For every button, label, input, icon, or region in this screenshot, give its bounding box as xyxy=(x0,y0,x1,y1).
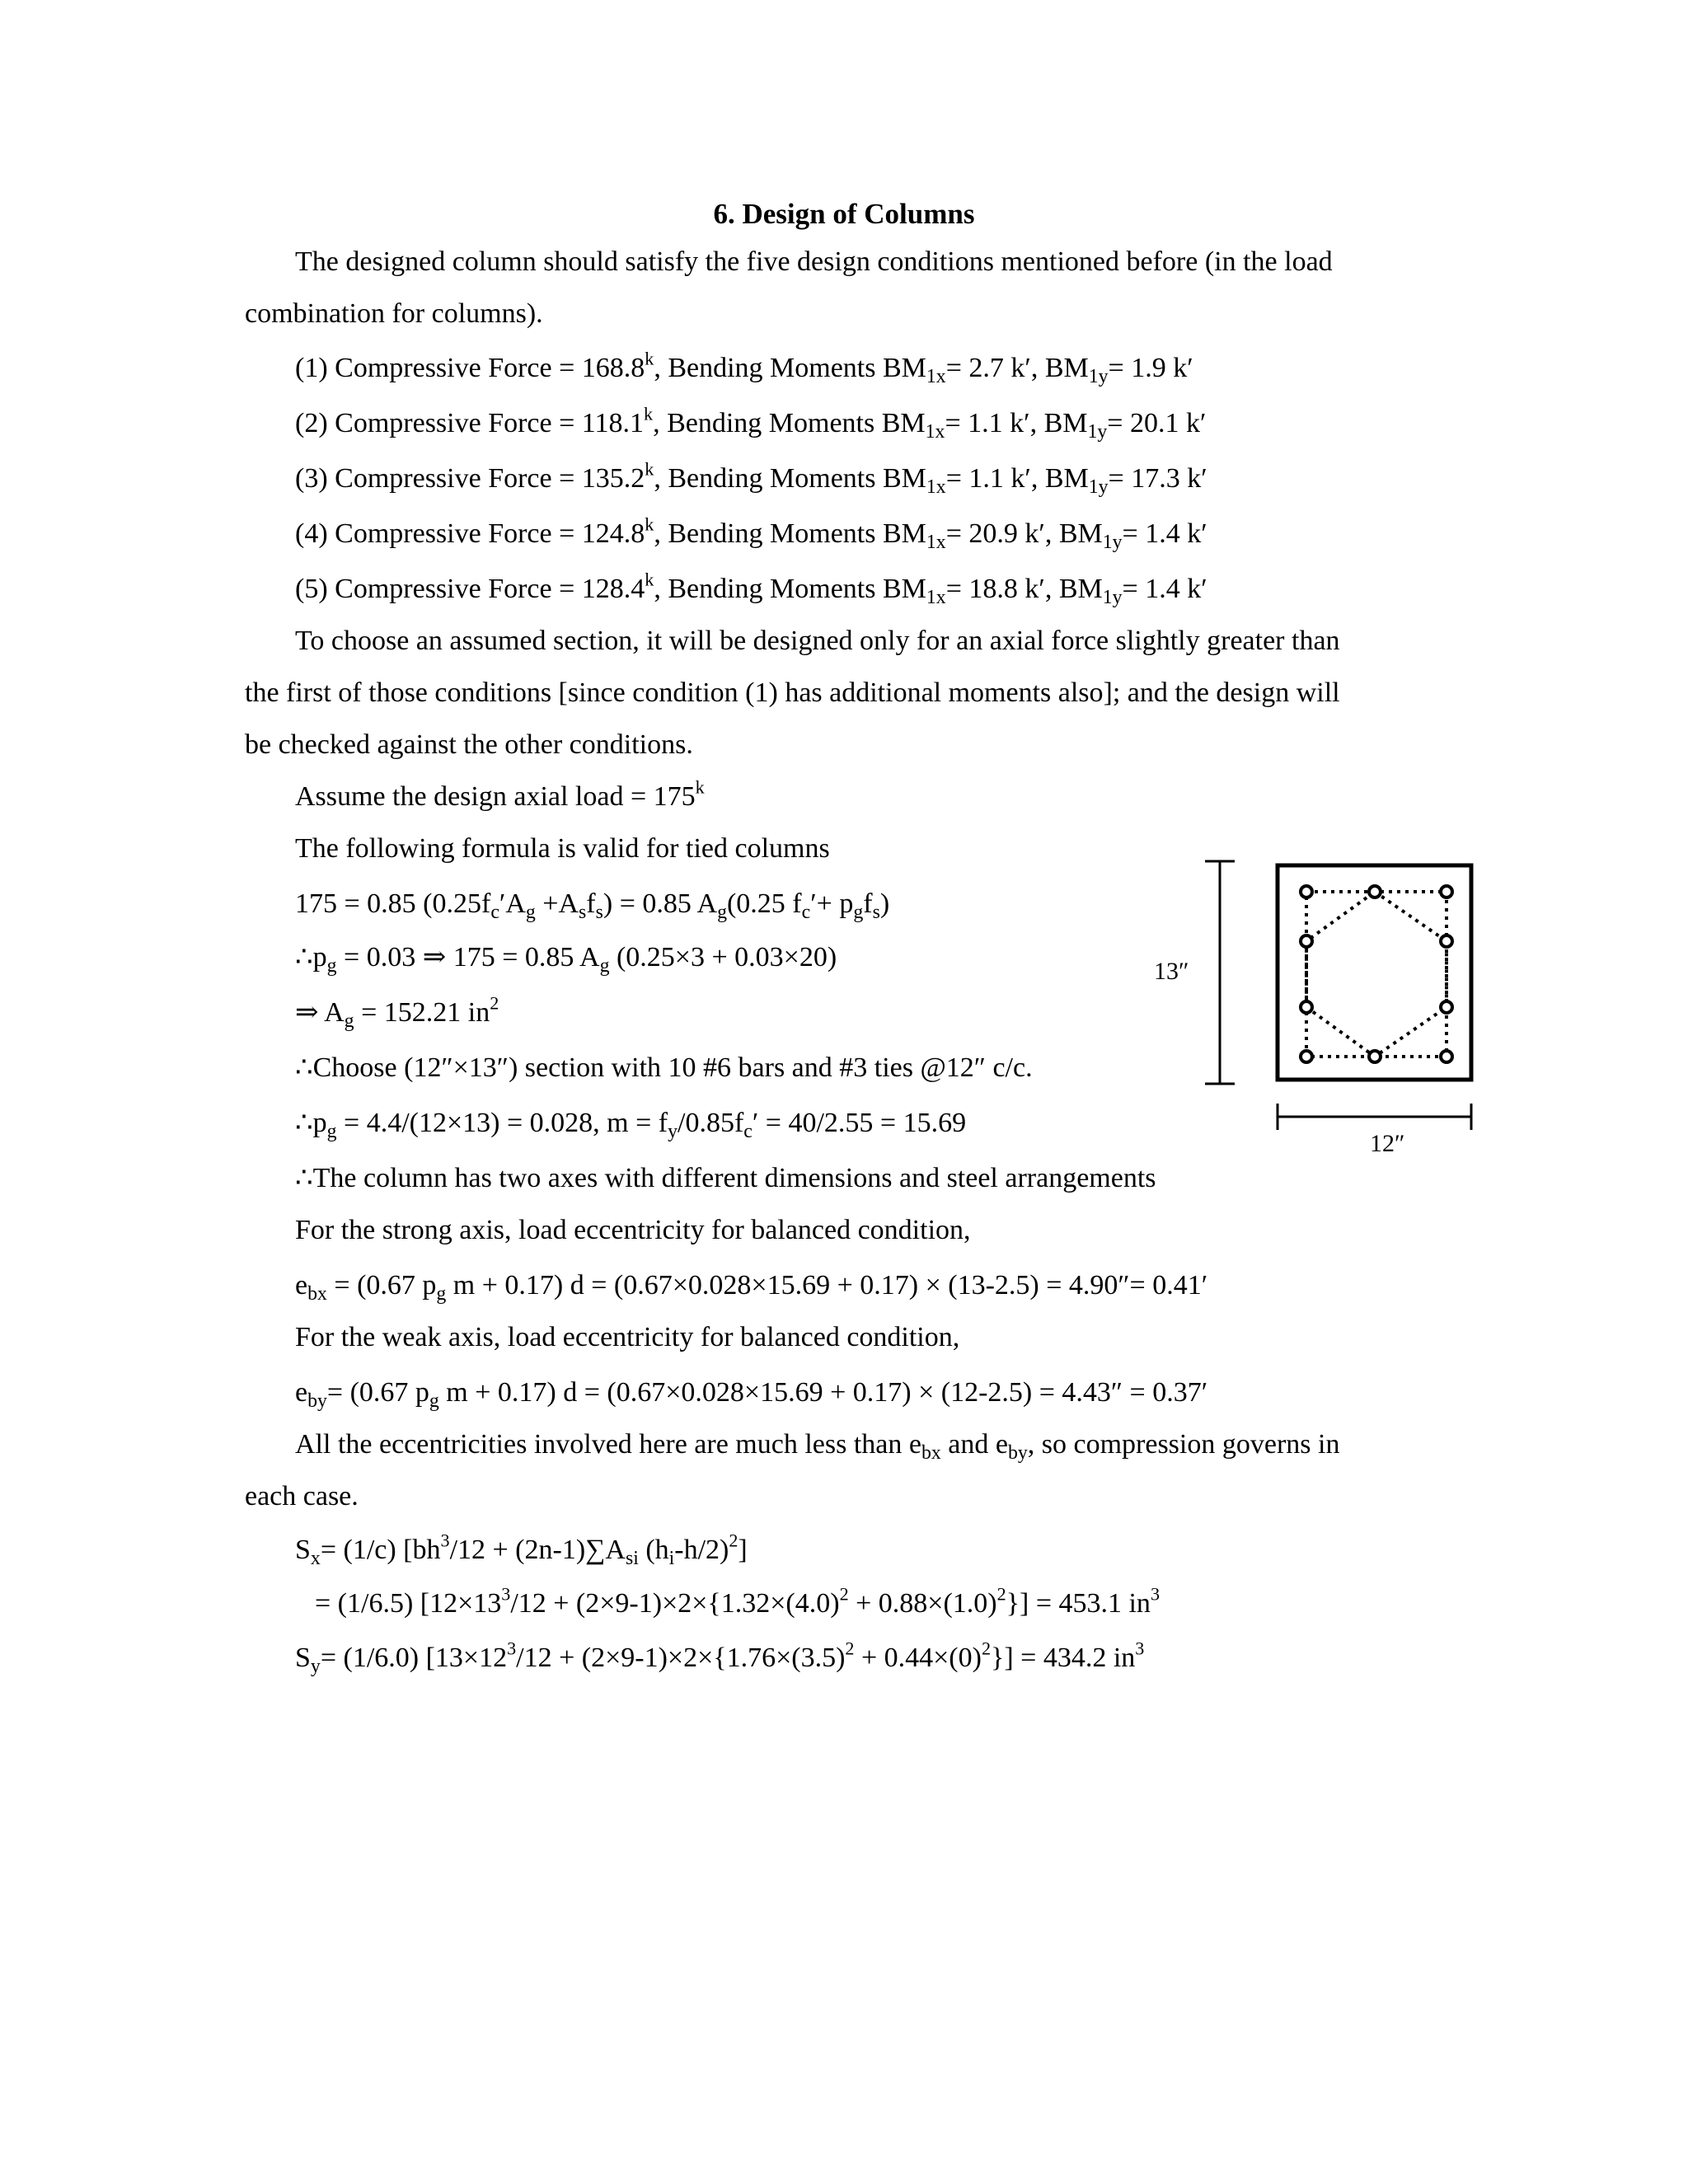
column-section-drawing xyxy=(1154,853,1500,1166)
equation-ag: ⇒ $A_g = 152.21$ $in^2$ xyxy=(295,992,499,1033)
assume-load: Assume the design axial load = $175^k$ xyxy=(295,776,705,812)
compression-governs-line-2: each case. xyxy=(245,1481,359,1511)
para2-line-3: be checked against the other conditions. xyxy=(245,729,693,760)
weak-axis-intro: For the weak axis, load eccentricity for balanced condition, xyxy=(295,1322,960,1352)
compression-governs: All the eccentricities involved here are much less than $e_{bx}$ and $e_{by}$, so compression governs in xyxy=(295,1429,1340,1465)
condition-2: (2) Compressive Force = $118.1^k$, Bending Moments $BM_{1x}= 1.1$ k′, $BM_{1y}= 20.1$ k′ xyxy=(295,403,1207,443)
height-dimension xyxy=(1205,861,1235,1084)
strong-axis-intro: For the strong axis, load eccentricity for balanced condition, xyxy=(295,1215,971,1245)
condition-5: (5) Compressive Force = $128.4^k$, Bending Moments $BM_{1x}= 18.8$ k′, $BM_{1y}= 1.4$ k′ xyxy=(295,569,1207,609)
condition-3: (3) Compressive Force = $135.2^k$, Bending Moments $BM_{1x}= 1.1$ k′, $BM_{1y}= 17.3$ k′ xyxy=(295,458,1207,499)
intro-line-1: The designed column should satisfy the five design conditions mentioned before (in the load xyxy=(295,246,1333,277)
equation-sy-value: $S_y= (1/6.0) [13\times 12^3/12 + (2\times 9-1)\times 2\times\{1.76\times(3.5)^2 + 0.44\times(0)^2\}] = 434.2$ $in^3$ xyxy=(295,1638,1145,1678)
equation-ebx: $e_{bx} = (0.67$ $p_g$ m + 0.17) d = (0.67×0.028×15.69 + 0.17) × (13-2.5) = 4.90″= 0.41′ xyxy=(295,1270,1208,1305)
condition-4: (4) Compressive Force = $124.8^k$, Bending Moments $BM_{1x}= 20.9$ k′, $BM_{1y}= 1.4$ k′ xyxy=(295,513,1207,554)
column-section-figure xyxy=(1154,853,1500,1166)
equation-pg-m: $\therefore p_g = 4.4/(12\times 13) = 0.028$, $m = f_y/0.85f_c' = 40/2.55 = 15.69$ xyxy=(295,1108,967,1143)
width-dimension xyxy=(1278,1104,1471,1130)
equation-pg-assumed: $\therefore p_g = 0.03$ ⇒ 175 = 0.85 $A_g$ (0.25×3 + 0.03×20) xyxy=(295,942,837,977)
ties xyxy=(1306,892,1447,1057)
choose-section: ∴Choose (12″×13″) section with 10 #6 bars and #3 ties @12″ c/c. xyxy=(295,1052,1033,1083)
formula-intro: The following formula is valid for tied columns xyxy=(295,833,830,864)
equation-eby: $e_{by}= (0.67$ $p_g$ m + 0.17) d = (0.67×0.028×15.69 + 0.17) × (12-2.5) = 4.43″ = 0.37′ xyxy=(295,1377,1208,1413)
equation-sx-value: = (1/6.5) $[12\times 13^3/12 + (2\times 9-1)\times 2\times\{1.32\times(4.0)^2 + 0.88\times(1.0)^2\}] = 453.1$ $in^3$ xyxy=(315,1583,1160,1619)
para2-line-2: the first of those conditions [since condition (1) has additional moments also]; and the design will xyxy=(245,677,1340,708)
condition-1: (1) Compressive Force = $168.8^k$, Bending Moments $BM_{1x}= 2.7$ k′, $BM_{1y}= 1.9$ k′ xyxy=(295,348,1193,388)
equation-axial-load: 175 = 0.85 $(0.25f_c'A_g +A_sf_s) = 0.85$ $A_g(0.25$ $f_c'+ p_gf_s$) xyxy=(295,888,890,924)
two-axes-note: ∴The column has two axes with different dimensions and steel arrangements xyxy=(295,1163,1156,1193)
intro-line-2: combination for columns). xyxy=(245,298,543,329)
equation-sx-formula: $S_x= (1/c) [bh^3/12 + (2n-1)\sum A_{si}$ $(h_i-h/2)^2$] xyxy=(295,1530,748,1570)
rebar-bars xyxy=(1301,886,1452,1062)
section-title: 6. Design of Columns xyxy=(713,198,975,230)
para2-line-1: To choose an assumed section, it will be designed only for an axial force slightly greater than xyxy=(295,626,1340,656)
height-label: 13″ xyxy=(1154,958,1189,985)
width-label: 12″ xyxy=(1370,1130,1405,1157)
